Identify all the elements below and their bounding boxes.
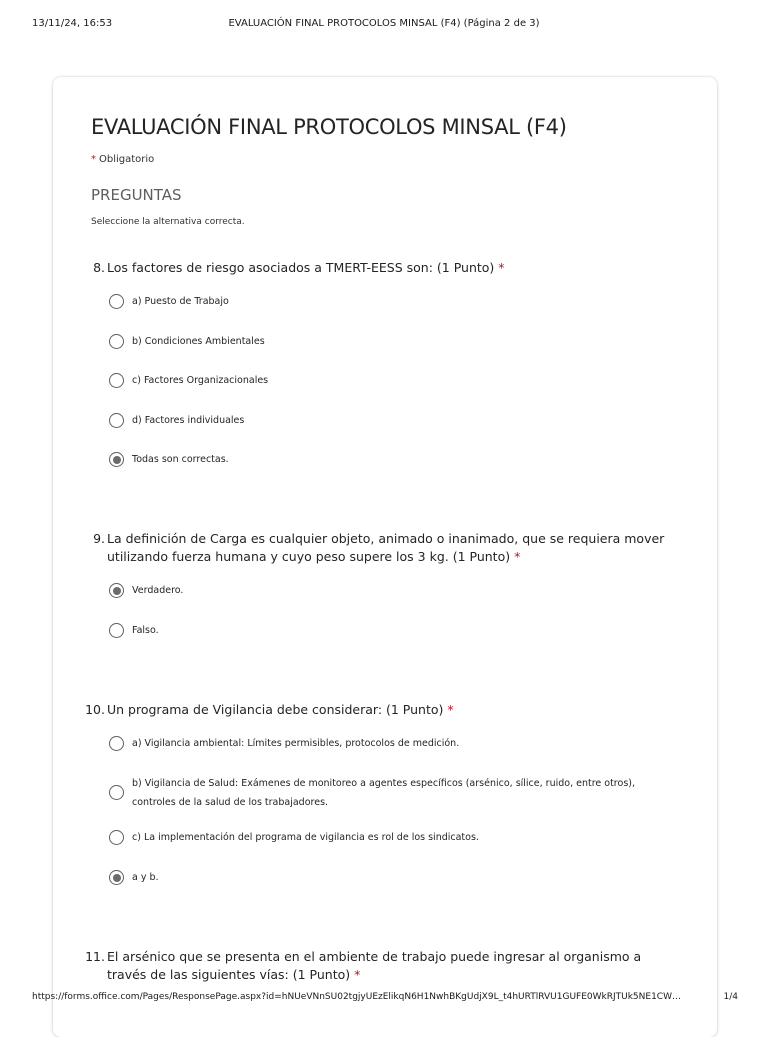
question-text-content: El arsénico que se presenta en el ambiente de trabajo puede ingresar al organismo a través de las siguientes vías: (1 Punto) — [107, 949, 642, 982]
question-text — [107, 948, 677, 984]
radio-button[interactable] — [109, 623, 124, 638]
option-label: b) Condiciones Ambientales — [132, 336, 265, 347]
radio-button-selected[interactable] — [109, 452, 124, 467]
option-label: Verdadero. — [132, 585, 184, 596]
required-star: * — [498, 260, 505, 275]
required-star: * — [354, 967, 361, 982]
radio-button[interactable] — [109, 334, 124, 349]
required-label: Obligatorio — [99, 154, 155, 165]
radio-button-selected[interactable] — [109, 870, 124, 885]
option-label: Falso. — [132, 625, 159, 636]
option-label: a) Puesto de Trabajo — [132, 296, 229, 307]
radio-button-selected[interactable] — [109, 583, 124, 598]
radio-button[interactable] — [109, 294, 124, 309]
radio-button[interactable] — [109, 785, 124, 800]
question-text-content: Un programa de Vigilancia debe considerar: (1 Punto) — [107, 702, 444, 717]
required-star: * — [447, 702, 454, 717]
required-star: * — [91, 154, 96, 165]
question-number: 9. — [93, 531, 105, 546]
question-number: 10. — [85, 702, 105, 717]
question-text — [107, 701, 677, 719]
print-header — [0, 18, 768, 32]
required-star: * — [514, 549, 521, 564]
question-text-content: La definición de Carga es cualquier objeto, animado o inanimado, que se requiera mover utilizando fuerza humana y cuyo peso supere los 3 kg. (1 Punto) — [107, 531, 665, 564]
form-title: EVALUACIÓN FINAL PROTOCOLOS MINSAL (F4) — [91, 115, 567, 139]
radio-button[interactable] — [109, 373, 124, 388]
section-subtitle: Seleccione la alternativa correcta. — [91, 217, 245, 227]
option-label: c) Factores Organizacionales — [132, 375, 269, 386]
option-label: b) Vigilancia de Salud: Exámenes de monitoreo a agentes específicos (arsénico, sílice, ruido, entre otros), controles de la salud de los trabajadores. — [132, 778, 635, 808]
option-label: a y b. — [132, 872, 159, 883]
question-text-content: Los factores de riesgo asociados a TMERT-EESS son: (1 Punto) — [107, 260, 495, 275]
option-label: d) Factores individuales — [132, 415, 245, 426]
required-note — [91, 154, 154, 165]
section-title: PREGUNTAS — [91, 186, 182, 204]
question-text — [107, 530, 677, 566]
form-card — [53, 77, 717, 1037]
print-footer — [0, 992, 768, 1006]
print-datetime: 13/11/24, 16:53 — [32, 18, 113, 29]
option-label: Todas son correctas. — [132, 454, 229, 465]
radio-button[interactable] — [109, 830, 124, 845]
print-url: https://forms.office.com/Pages/ResponsePage.aspx?id=hNUeVNnSU02tgjyUEzElikqN6H1NwhBKgUdjX9L_t4hURTlRVU1GUFE0WkRJTUk5NE1CW… — [32, 992, 681, 1002]
option-label: c) La implementación del programa de vigilancia es rol de los sindicatos. — [132, 832, 479, 843]
question-number: 8. — [93, 260, 105, 275]
radio-button[interactable] — [109, 413, 124, 428]
question-number: 11. — [85, 949, 105, 964]
print-page-number: 1/4 — [723, 992, 738, 1002]
question-text — [107, 259, 677, 277]
option-label: a) Vigilancia ambiental: Límites permisibles, protocolos de medición. — [132, 738, 460, 749]
print-doc-title: EVALUACIÓN FINAL PROTOCOLOS MINSAL (F4) (Página 2 de 3) — [228, 18, 540, 29]
radio-button[interactable] — [109, 736, 124, 751]
